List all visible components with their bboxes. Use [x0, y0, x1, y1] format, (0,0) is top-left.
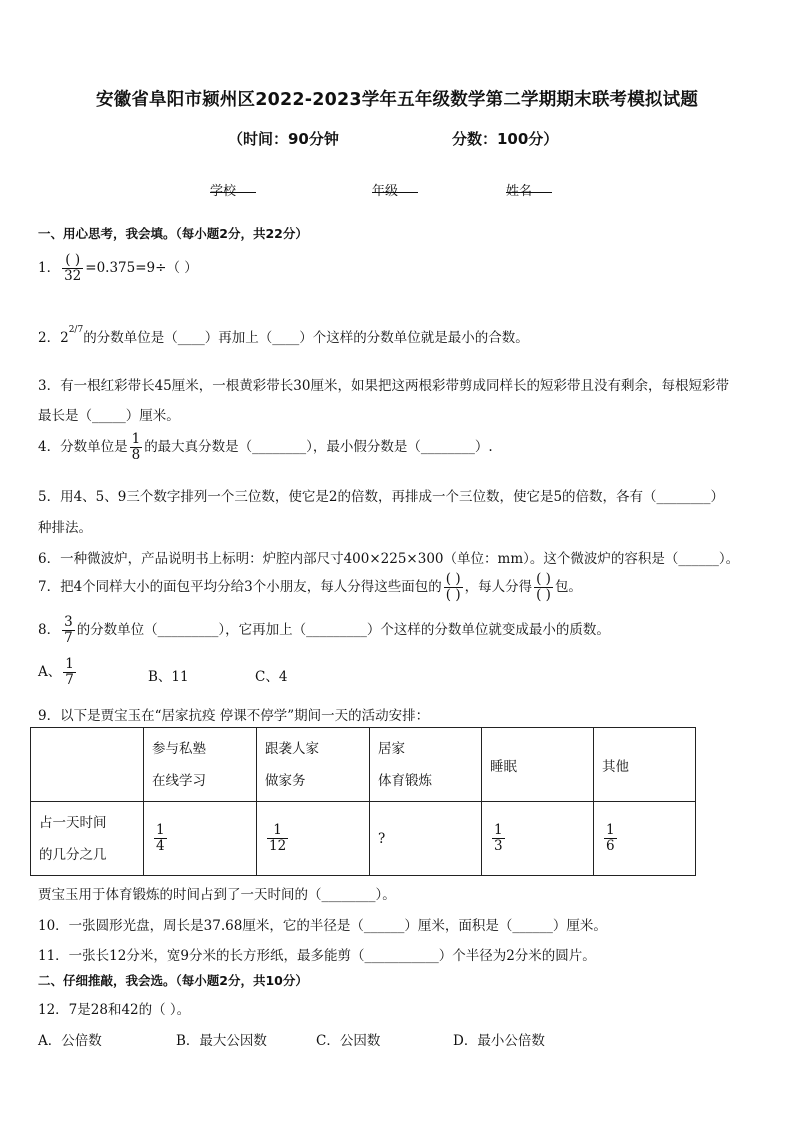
- option-a[interactable]: A、 $\frac{1}{7}$: [38, 656, 74, 688]
- question-4: 4．分数单位是 $\frac{1}{8}$ 的最大真分数是（________），最小假分数是（________）.: [38, 431, 493, 463]
- table-header-cell: 参与私塾 在线学习: [144, 728, 257, 802]
- question-5-line-1: 5．用4、5、9三个数字排列一个三位数，使它是2的倍数，再排成一个三位数，使它是5的倍数，各有（________）: [38, 489, 725, 505]
- total-score: 分数：100分）: [452, 130, 559, 148]
- fraction: $\frac{1}{4}$: [156, 822, 165, 854]
- answer-fraction-1[interactable]: $\frac{( )}{( )}$: [445, 571, 461, 603]
- school-blank[interactable]: [210, 180, 256, 193]
- page-title: 安徽省阜阳市颍州区2022-2023学年五年级数学第二学期期末联考模拟试题: [95, 90, 699, 110]
- question-7: 7．把4个同样大小的面包平均分给3个小朋友，每人分得这些面包的 $\frac{( )}{( )}$ ，每人分得 $\frac{( )}{( )}$ 包。: [38, 571, 582, 603]
- name-blank[interactable]: [506, 180, 552, 193]
- schedule-table: [30, 727, 696, 876]
- option-c[interactable]: C、4: [255, 669, 288, 685]
- table-header-cell: [31, 728, 144, 802]
- option-d[interactable]: D．最小公倍数: [453, 1033, 545, 1049]
- question-5-line-2: 种排法。: [38, 520, 92, 536]
- table-cell[interactable]: ?: [370, 802, 482, 876]
- question-1: 1． $\frac{( )}{32}$ =0.375=9÷（ ）: [38, 252, 198, 284]
- question-8: 8． $\frac{3}{7}$ 的分数单位（_________），它再加上（_________）个这样的分数单位就变成最小的质数。: [38, 614, 610, 646]
- question-8-options: [38, 656, 288, 688]
- mixed-fraction: 2/7: [68, 325, 84, 335]
- grade-blank[interactable]: [372, 180, 418, 193]
- table-cell: [144, 802, 257, 876]
- question-3-line-2: 最长是（_____）厘米。: [38, 408, 180, 424]
- question-11: 11．一张长12分米，宽9分米的长方形纸，最多能剪（___________）个半径为2分米的圆片。: [38, 948, 596, 964]
- question-12: 12．7是28和42的（ ）。: [38, 1002, 191, 1018]
- table-cell: [257, 802, 370, 876]
- question-9: 贾宝玉用于体育锻炼的时间占到了一天时间的（________）。: [38, 887, 396, 903]
- table-header-cell: 跟袭人家 做家务: [257, 728, 370, 802]
- time-limit: （时间：90分钟: [228, 130, 339, 148]
- table-cell: [482, 802, 594, 876]
- question-2: 2．22/7的分数单位是（____）再加上（____）个这样的分数单位就是最小的合数。: [38, 325, 529, 346]
- question-9-intro: 9．以下是贾宝玉在“居家抗疫 停课不停学”期间一天的活动安排：: [38, 708, 430, 724]
- section-1-title: 一、用心思考，我会填。（每小题2分，共22分）: [38, 226, 308, 241]
- question-3-line-1: 3．有一根红彩带长45厘米，一根黄彩带长30厘米，如果把这两根彩带剪成同样长的短彩带且没有剩余，每根短彩带: [38, 378, 729, 394]
- fraction: $\frac{1}{8}$: [131, 431, 141, 463]
- answer-fraction-2[interactable]: $\frac{( )}{( )}$: [536, 571, 551, 603]
- question-6: 6．一种微波炉，产品说明书上标明：炉腔内部尺寸400×225×300（单位：mm）。这个微波炉的容积是（______）。: [38, 551, 740, 567]
- fraction: $\frac{1}{6}$: [606, 822, 615, 854]
- option-b[interactable]: B．最大公因数: [176, 1033, 267, 1049]
- table-header-cell: 睡眠: [482, 728, 594, 802]
- fraction: $\frac{1}{7}$: [65, 656, 74, 688]
- question-10: 10．一张圆形光盘，周长是37.68厘米，它的半径是（______）厘米，面积是（______）厘米。: [38, 918, 607, 934]
- option-b[interactable]: B、11: [148, 669, 189, 685]
- exam-page: 安徽省阜阳市颍州区2022-2023学年五年级数学第二学期期末联考模拟试题 （时间：90分钟 分数：100分） 学校 年级 姓名 一、用心思考，我会填。（每小题2分，共22分） 1． $\frac{( )}{32}$ =0.375=9÷（ ） 2．22/7的分数单位是（____）再加上（____）个这样的分数单位就是最小的合数。 3．有一根红彩带长45厘米，一根黄彩带长30厘米，如果把这两根彩带剪成同样长的短彩带且没有剩余，每根短彩带 最长是（_____）厘米。 4．分数单位是 $\frac{1}{8}$ 的最大真分数是（________），最小假分数是（________）. 5．用4、5、9三个数字排列一个三位数，使它是2的倍数，再排成一个三位数，使它是5的倍数，各有（________） 种排法。 6．一种微波炉，产品说明书上标明：炉腔内部尺寸400×225×300（单位：mm）。这个微波炉的容积是（______）。 7．把4个同样大小的面包平均分给3个小朋友，每人分得这些面包的 $\frac{( )}{( )}$ ，每人分得 $\frac{( )}{( )}$ 包。 8． $\frac{3}{7}$ 的分数单位（_________），它再加上（_________）个这样的分数单位就变成最小的质数。 A、 $\frac{1}{7}$ B、11 C、4 9．以下是贾宝玉在“居家抗疫 停课不停学”期间一天的活动安排： 参与私塾 在线学习 跟袭人家 做家务 居家 体育锻炼 睡眠 其他 占一天时间 的几分之几 $\frac{1}{4}$ $\frac{1}{12}$ ? $\frac{1}{3}$ $\frac{1}{6}$ 贾宝玉用于体育锻炼的时间占到了一天时间的（________）。 10．一张圆形光盘，周长是37.68厘米，它的半径是（______）厘米，面积是（______）厘米。 11．一张长12分米，宽9分米的长方形纸，最多能剪（___________）个半径为2分米的圆片。 二、仔细推敲，我会选。（每小题2分，共10分） 12．7是28和42的（ ）。 A．公倍数 B．最大公因数 C．公因数 D．最小公倍数: [0, 0, 794, 1123]
- fraction: $\frac{3}{7}$: [64, 614, 73, 646]
- table-row: [31, 802, 696, 876]
- row-label: 占一天时间 的几分之几: [31, 802, 144, 876]
- option-c[interactable]: C．公因数: [316, 1033, 381, 1049]
- table-header-cell: 居家 体育锻炼: [370, 728, 482, 802]
- option-a[interactable]: A．公倍数: [38, 1033, 102, 1049]
- table-header-row: [31, 728, 696, 802]
- fraction: $\frac{( )}{32}$: [64, 252, 82, 284]
- table-header-cell: 其他: [594, 728, 696, 802]
- table-cell: [594, 802, 696, 876]
- section-2-title: 二、仔细推敲，我会选。（每小题2分，共10分）: [38, 973, 308, 988]
- fraction: $\frac{1}{3}$: [494, 822, 503, 854]
- fraction: $\frac{1}{12}$: [269, 822, 287, 854]
